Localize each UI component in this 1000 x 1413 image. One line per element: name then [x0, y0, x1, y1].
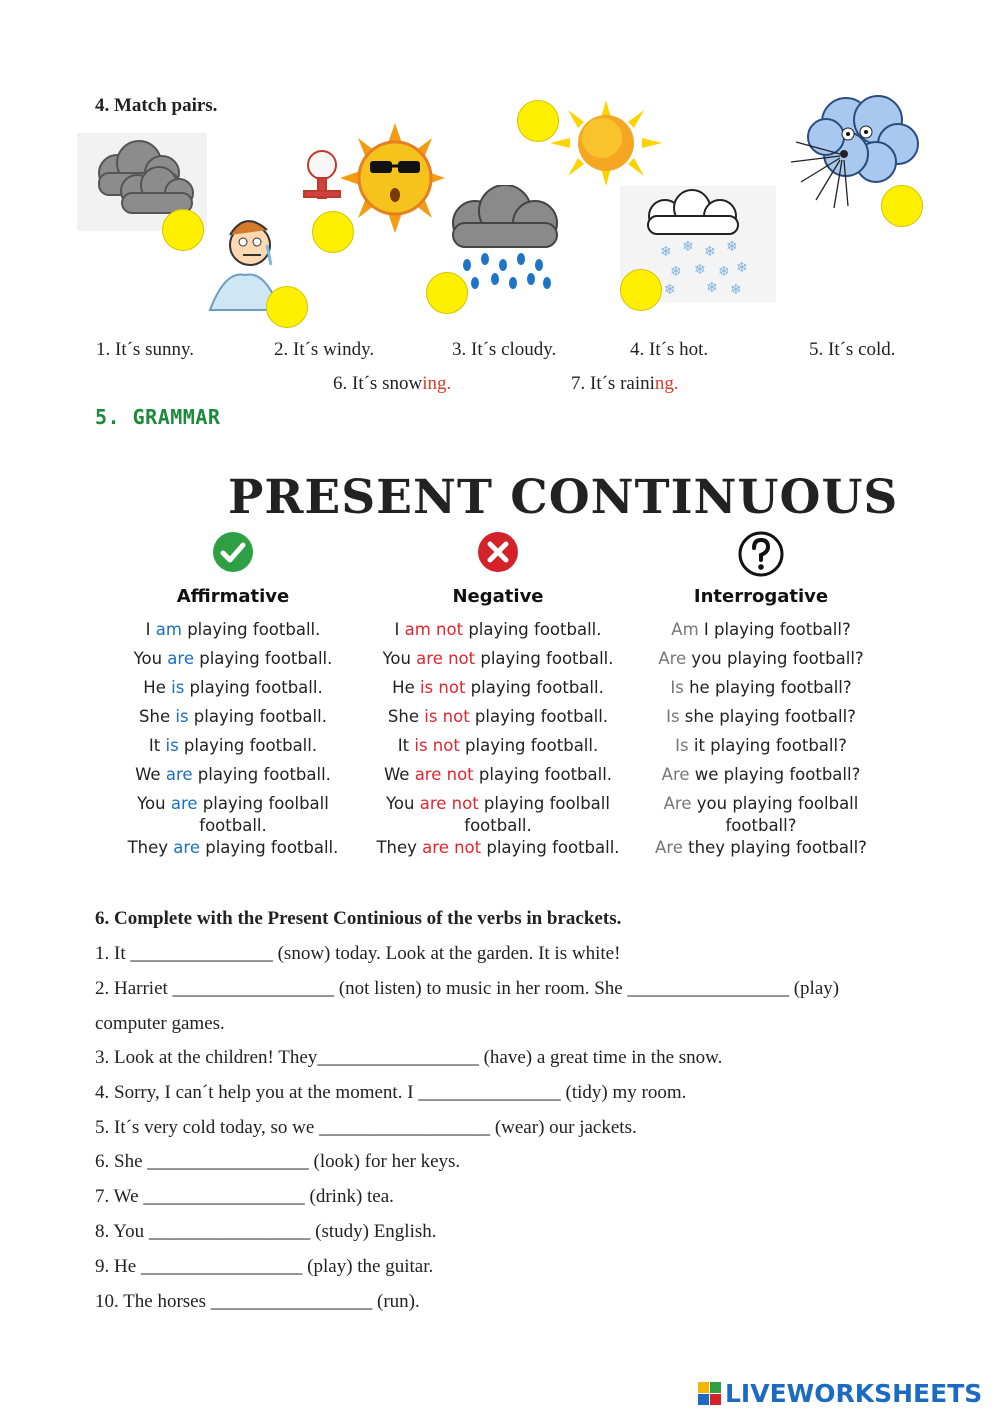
sentence-rest: playing football. [193, 649, 333, 668]
negative-row [373, 735, 623, 764]
sentence-rest: playing football. [192, 765, 331, 784]
exercise-item-2-continuation: computer games. [95, 1013, 225, 1034]
sentence-verb: Are [661, 765, 690, 784]
sentence-verb: Is [670, 678, 684, 697]
affirmative-row [108, 677, 358, 706]
answer-blank[interactable]: _________________ [148, 1221, 311, 1242]
sentence-verb: am [155, 620, 182, 639]
sentence-rest: playing football. [475, 649, 614, 668]
interrogative-rows [636, 619, 886, 866]
svg-text:❄: ❄ [660, 244, 672, 260]
match-option-7-suffix: ng. [654, 373, 679, 394]
sentence-rest: playing foolball football. [464, 794, 610, 835]
answer-blank[interactable]: _________________ [627, 978, 789, 999]
exercise-item-text: 4. Sorry, I can´t help you at the moment. I [95, 1082, 419, 1103]
sunny-picture [550, 100, 662, 186]
interrogative-row [636, 648, 886, 677]
interrogative-row [636, 793, 886, 837]
logo-text: LIVEWORKSHEETS [725, 1378, 983, 1408]
svg-text:❄: ❄ [682, 239, 694, 255]
sentence-rest: you playing foolball football? [691, 794, 859, 835]
check-icon [211, 530, 255, 574]
exercise-item-8 [95, 1221, 437, 1243]
affirmative-header: Affirmative [176, 586, 290, 607]
exercise-item-6 [95, 1151, 460, 1173]
answer-blank[interactable]: _________________ [140, 1256, 303, 1277]
svg-text:❄: ❄ [694, 262, 706, 278]
sentence-verb: Am [671, 620, 699, 639]
exercise-item-text: 2. Harriet [95, 978, 173, 999]
exercise-item-text: 8. You [95, 1221, 149, 1242]
sentence-verb: is not [414, 736, 460, 755]
svg-text:❄: ❄ [706, 280, 718, 296]
sentence-rest: playing football. [181, 620, 321, 639]
answer-blank[interactable]: _________________ [147, 1151, 309, 1172]
sentence-rest: playing football. [481, 838, 620, 857]
svg-text:❄: ❄ [670, 264, 682, 280]
sentence-verb: is not [424, 707, 470, 726]
match-dot-snowy[interactable] [620, 269, 662, 311]
svg-text:❄: ❄ [730, 282, 742, 298]
match-option-3: 3. It´s cloudy. [452, 339, 557, 360]
negative-column [373, 530, 623, 866]
exercise-item-text: (run). [372, 1291, 420, 1312]
sentence-verb: Is [675, 736, 689, 755]
exercise-item-text: (have) a great time in the snow. [478, 1047, 723, 1068]
sentence-verb: is [175, 707, 189, 726]
sentence-verb: Is [666, 707, 680, 726]
affirmative-row [108, 648, 358, 677]
negative-row [373, 793, 623, 837]
sentence-verb: are not [416, 649, 476, 668]
svg-text:❄: ❄ [664, 282, 676, 298]
exercise-item-10 [95, 1291, 420, 1313]
exercise-item-text: 9. He [95, 1256, 141, 1277]
match-option-4: 4. It´s hot. [630, 339, 709, 360]
sentence-rest: playing football. [184, 678, 323, 697]
exercise-item-text: (study) English. [310, 1221, 437, 1242]
sentence-subject: You [386, 794, 420, 813]
match-dot-hot[interactable] [312, 211, 354, 253]
sentence-subject: You [382, 649, 417, 668]
sentence-rest: playing football. [459, 736, 599, 755]
exercise-item-1 [95, 943, 620, 965]
interrogative-row [636, 677, 886, 706]
sentence-subject: You [133, 649, 168, 668]
liveworksheets-logo[interactable] [698, 1378, 982, 1408]
sentence-verb: are not [419, 794, 479, 813]
sentence-rest: we playing football? [689, 765, 861, 784]
grammar-heading: 5. GRAMMAR [95, 405, 221, 429]
match-dot-cold[interactable] [266, 286, 308, 328]
answer-blank[interactable]: _________________ [210, 1291, 373, 1312]
sentence-subject: He [143, 678, 172, 697]
affirmative-row [108, 764, 358, 793]
sentence-rest: playing foolball football. [197, 794, 329, 835]
sentence-verb: is [165, 736, 179, 755]
sentence-rest: I playing football? [698, 620, 851, 639]
interrogative-header: Interrogative [693, 586, 829, 607]
sentence-verb: are [173, 838, 200, 857]
exercise-title: 6. Complete with the Present Continious of the verbs in brackets. [95, 908, 622, 929]
match-option-7 [571, 373, 679, 395]
interrogative-column [636, 530, 886, 866]
exercise-item-text: 7. We [95, 1186, 144, 1207]
exercise-item-7 [95, 1186, 394, 1208]
exercise-item-text: 5. It´s very cold today, so we [95, 1117, 320, 1138]
sentence-subject: I [394, 620, 405, 639]
exercise-item-text: 6. She [95, 1151, 148, 1172]
match-option-1: 1. It´s sunny. [96, 339, 194, 360]
sentence-verb: Are [658, 649, 687, 668]
negative-row [373, 648, 623, 677]
sentence-verb: are [170, 794, 198, 813]
match-option-6 [333, 373, 451, 395]
exercise-item-3 [95, 1047, 722, 1069]
question-icon [737, 530, 785, 578]
answer-blank[interactable]: _________________ [143, 1186, 305, 1207]
match-option-7-prefix: 7. It´s raini [571, 373, 655, 394]
sentence-rest: playing football. [469, 707, 609, 726]
exercise-item-text: (play) [788, 978, 840, 999]
affirmative-row [108, 793, 358, 837]
interrogative-row [636, 619, 886, 648]
sentence-subject: I [145, 620, 156, 639]
svg-text:❄: ❄ [718, 264, 730, 280]
sentence-rest: playing football. [199, 838, 339, 857]
answer-blank[interactable]: _______________ [418, 1082, 561, 1103]
exercise-item-text: (play) the guitar. [302, 1256, 434, 1277]
sentence-rest: playing football. [188, 707, 327, 726]
answer-blank[interactable]: _______________ [130, 943, 273, 964]
sentence-rest: they playing football? [682, 838, 867, 857]
negative-header: Negative [452, 586, 544, 607]
sentence-subject: She [387, 707, 425, 726]
sentence-rest: playing football. [473, 765, 613, 784]
interrogative-row [636, 706, 886, 735]
match-option-5: 5. It´s cold. [809, 339, 896, 360]
sentence-verb: are not [414, 765, 474, 784]
sentence-subject: She [139, 707, 176, 726]
interrogative-row [636, 837, 886, 866]
exercise-item-text: (snow) today. Look at the garden. It is white! [272, 943, 621, 964]
sentence-verb: are not [422, 838, 482, 857]
interrogative-row [636, 735, 886, 764]
answer-blank[interactable]: _________________ [172, 978, 335, 999]
exercise-item-5 [95, 1117, 637, 1139]
match-dot-windy[interactable] [881, 185, 923, 227]
affirmative-row [108, 735, 358, 764]
sentence-subject: We [383, 765, 415, 784]
affirmative-row [108, 837, 358, 866]
sentence-verb: are [165, 765, 193, 784]
sentence-verb: are [167, 649, 194, 668]
sentence-subject: They [127, 838, 174, 857]
answer-blank[interactable]: __________________ [319, 1117, 491, 1138]
match-dot-cloudy[interactable] [162, 209, 204, 251]
svg-text:❄: ❄ [704, 244, 716, 260]
sentence-verb: is [171, 678, 185, 697]
negative-rows [373, 619, 623, 866]
answer-blank[interactable]: _________________ [317, 1047, 479, 1068]
sentence-rest: it playing football? [688, 736, 847, 755]
match-dot-rainy[interactable] [426, 272, 468, 314]
exercise-item-text: (look) for her keys. [308, 1151, 461, 1172]
interrogative-row [636, 764, 886, 793]
sentence-rest: he playing football? [683, 678, 852, 697]
affirmative-column [108, 530, 358, 866]
logo-grid-icon [698, 1382, 721, 1405]
negative-row [373, 619, 623, 648]
affirmative-rows [108, 619, 358, 866]
exercise-item-2 [95, 978, 839, 1000]
match-option-6-prefix: 6. It´s snow [333, 373, 423, 394]
sentence-verb: am not [404, 620, 464, 639]
sentence-rest: you playing football? [686, 649, 864, 668]
exercise-item-text: (not listen) to music in her room. She [334, 978, 628, 999]
exercise-item-9 [95, 1256, 433, 1278]
exercise-item-text: 10. The horses [95, 1291, 211, 1312]
exercise-item-text: (wear) our jackets. [490, 1117, 637, 1138]
match-option-6-suffix: ing. [422, 373, 452, 394]
exercise-item-text: (drink) tea. [304, 1186, 394, 1207]
sentence-subject: You [137, 794, 171, 813]
exercise-item-text: (tidy) my room. [560, 1082, 687, 1103]
sentence-subject: It [397, 736, 415, 755]
sentence-verb: is not [419, 678, 466, 697]
exercise-item-text: 3. Look at the children! They [95, 1047, 318, 1068]
svg-text:❄: ❄ [736, 260, 748, 276]
cross-icon [476, 530, 520, 574]
sentence-verb: Are [655, 838, 683, 857]
sentence-rest: playing football. [465, 678, 604, 697]
negative-row [373, 677, 623, 706]
exercise-item-4 [95, 1082, 686, 1104]
negative-row [373, 837, 623, 866]
sentence-rest: playing football. [463, 620, 602, 639]
exercise-item-text: 1. It [95, 943, 131, 964]
match-option-2: 2. It´s windy. [274, 339, 375, 360]
match-title: 4. Match pairs. [95, 95, 218, 116]
sentence-subject: He [392, 678, 420, 697]
sentence-subject: They [376, 838, 423, 857]
affirmative-row [108, 706, 358, 735]
sentence-rest: playing football. [178, 736, 318, 755]
negative-row [373, 706, 623, 735]
sentence-rest: she playing football? [679, 707, 856, 726]
grammar-chart-title: PRESENT CONTINUOUS [228, 470, 899, 525]
sentence-verb: Are [663, 794, 692, 813]
negative-row [373, 764, 623, 793]
affirmative-row [108, 619, 358, 648]
sentence-subject: We [135, 765, 166, 784]
svg-text:❄: ❄ [726, 239, 738, 255]
sentence-subject: It [148, 736, 166, 755]
